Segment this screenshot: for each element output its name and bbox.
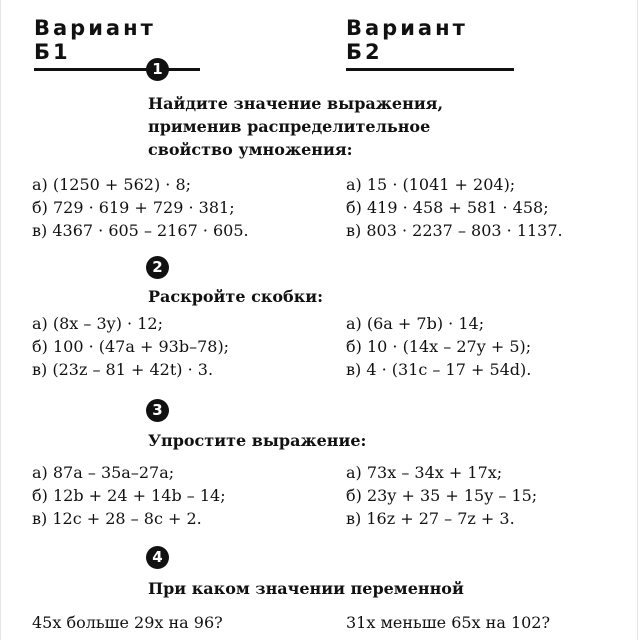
task-2-b2-item-b: б) 10 · (14x – 27y + 5); — [346, 337, 532, 356]
task-3-b1-item-a: а) 87a – 35a–27a; — [32, 463, 175, 482]
task-4-instruction: При каком значении переменной — [148, 579, 464, 598]
task-1-instruction-line-1: Найдите значение выражения, — [148, 94, 444, 113]
task-3-b2-item-c: в) 16z + 27 – 7z + 3. — [346, 509, 515, 528]
task-4-b1-item: 45x больше 29x на 96? — [32, 613, 223, 632]
task-1-b2-item-a: а) 15 · (1041 + 204); — [346, 175, 516, 194]
task-1-number-badge: 1 — [146, 58, 169, 81]
task-1-instruction-line-2: применив распределительное — [148, 117, 431, 136]
task-4-b2-item: 31x меньше 65x на 102? — [346, 613, 551, 632]
task-2-b1-item-b: б) 100 · (47a + 93b–78); — [32, 337, 230, 356]
task-3-instruction: Упростите выражение: — [148, 431, 367, 450]
task-1-b1-item-a: а) (1250 + 562) · 8; — [32, 175, 192, 194]
task-3-b2-item-b: б) 23y + 35 + 15y – 15; — [346, 486, 538, 505]
task-3-b2-item-a: а) 73x – 34x + 17x; — [346, 463, 503, 482]
task-3-b1-item-c: в) 12c + 28 – 8c + 2. — [32, 509, 202, 528]
task-1-b2-item-b: б) 419 · 458 + 581 · 458; — [346, 198, 549, 217]
task-2-b1-item-c: в) (23z – 81 + 42t) · 3. — [32, 360, 214, 379]
variant-b1-heading: Вариант Б1 — [34, 16, 200, 71]
task-1-instruction-line-3: свойство умножения: — [148, 140, 353, 159]
task-3-number-badge: 3 — [146, 399, 169, 422]
task-3-b1-item-b: б) 12b + 24 + 14b – 14; — [32, 486, 226, 505]
task-1-b2-item-c: в) 803 · 2237 – 803 · 1137. — [346, 221, 563, 240]
task-1-b1-item-b: б) 729 · 619 + 729 · 381; — [32, 198, 235, 217]
task-2-instruction: Раскройте скобки: — [148, 287, 324, 306]
task-2-number-badge: 2 — [146, 256, 169, 279]
variant-b2-heading: Вариант Б2 — [346, 16, 514, 71]
task-2-b2-item-a: а) (6a + 7b) · 14; — [346, 314, 485, 333]
task-2-b1-item-a: а) (8x – 3y) · 12; — [32, 314, 163, 333]
task-4-number-badge: 4 — [146, 546, 169, 569]
task-2-b2-item-c: в) 4 · (31c – 17 + 54d). — [346, 360, 532, 379]
task-1-b1-item-c: в) 4367 · 605 – 2167 · 605. — [32, 221, 249, 240]
